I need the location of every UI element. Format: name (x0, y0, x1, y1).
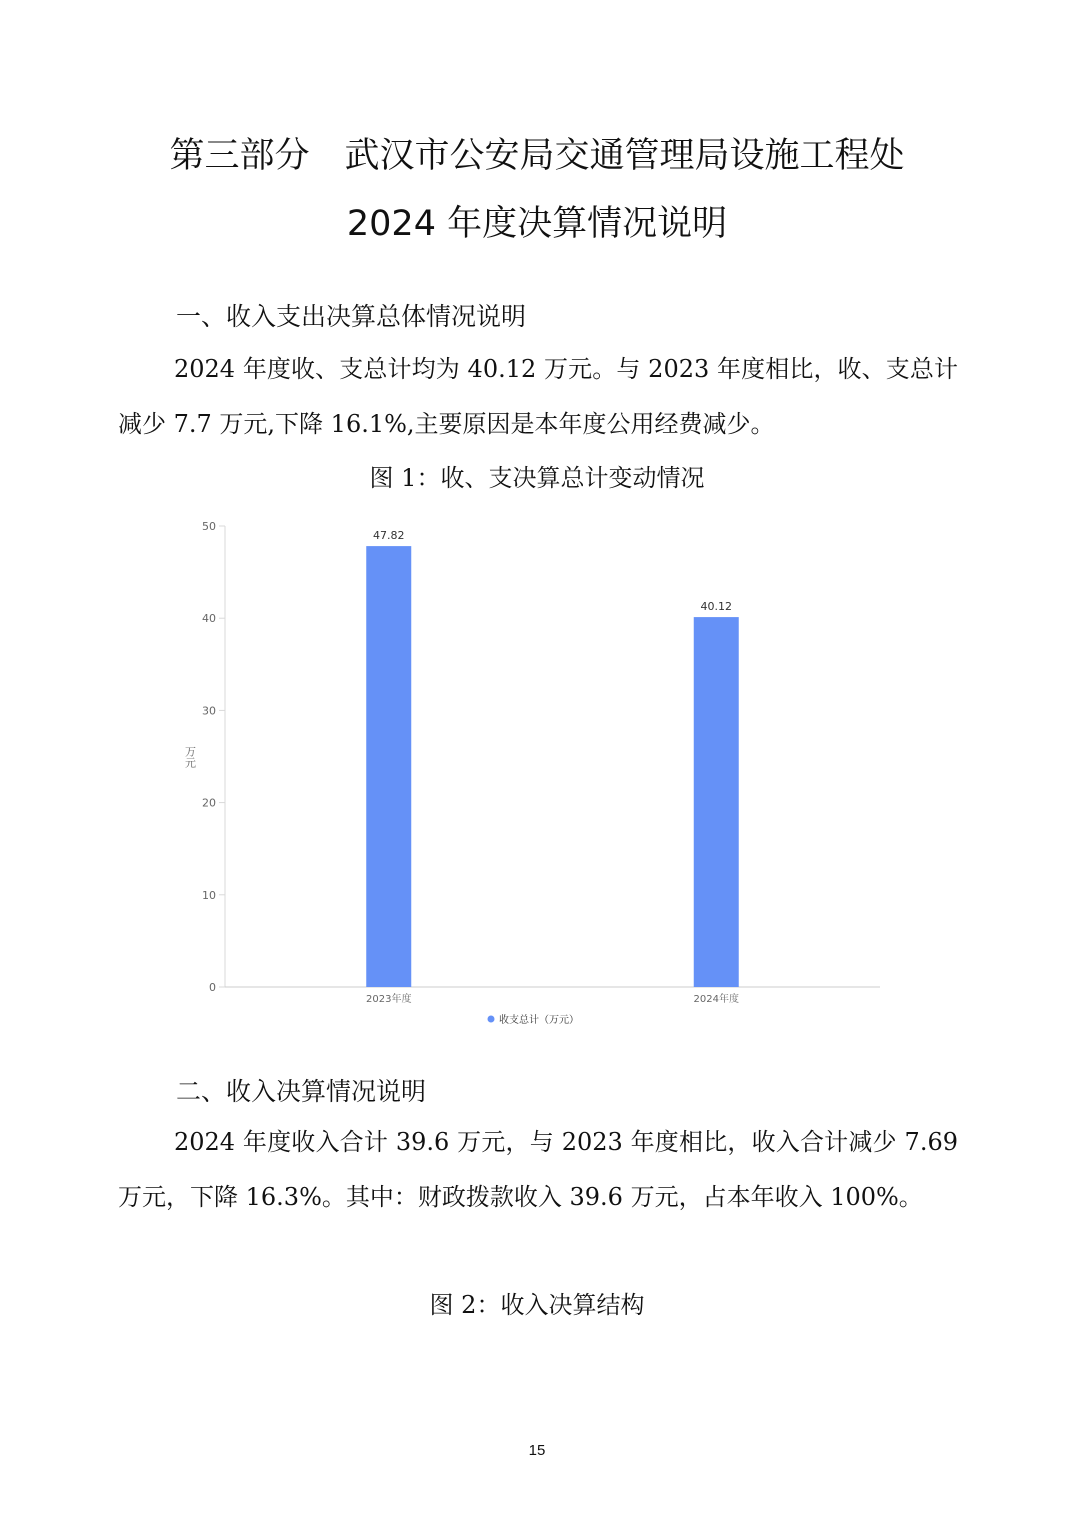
bar-2 (694, 617, 739, 987)
section2-paragraph-text: 2024 年度收入合计 39.6 万元，与 2023 年度相比，收入合计减少 7.69 万元，下降 16.3%。其中：财政拨款收入 39.6 万元，占本年收入 100%。 (118, 1128, 958, 1211)
figure2-caption: 图 2：收入决算结构 (429, 1291, 645, 1319)
bar-1 (366, 546, 411, 987)
x-tick-label: 2024年度 (693, 994, 739, 1005)
page-title-line1: 第三部分 武汉市公安局交通管理局设施工程处 (169, 136, 905, 176)
chart-grid (219, 526, 880, 987)
legend-label: 收支总计（万元） (499, 1015, 579, 1026)
figure1-bar-chart (170, 510, 890, 1040)
legend-marker (488, 1016, 495, 1023)
figure1-caption: 图 1：收、支决算总计变动情况 (369, 464, 705, 492)
y-tick-label: 10 (202, 888, 216, 902)
bar-data-label: 47.82 (373, 529, 405, 543)
y-tick-label: 30 (202, 704, 216, 718)
page-title-line2: 2024 年度决算情况说明 (346, 204, 728, 244)
section2-paragraph (118, 1115, 958, 1225)
chart-data-labels (373, 529, 732, 613)
y-tick-label: 20 (202, 796, 216, 810)
chart-bars (366, 546, 739, 987)
chart-y-axis-label: 万元 (183, 746, 197, 768)
page-number: 15 (528, 1442, 546, 1459)
chart-legend (488, 1013, 580, 1026)
section1-heading: 一、收入支出决算总体情况说明 (176, 302, 527, 331)
y-tick-label: 0 (209, 981, 216, 994)
bar-data-label: 40.12 (700, 600, 732, 614)
x-tick-label: 2023年度 (366, 994, 412, 1005)
section2-heading: 二、收入决算情况说明 (176, 1077, 427, 1106)
chart-x-labels (366, 992, 739, 1005)
y-tick-label: 40 (202, 612, 216, 626)
y-tick-label: 50 (202, 520, 216, 533)
section1-paragraph-text: 2024 年度收、支总计均为 40.12 万元。与 2023 年度相比，收、支总计减少 7.7 万元,下降 16.1%,主要原因是本年度公用经费减少。 (118, 355, 958, 438)
chart-y-ticks (202, 520, 216, 994)
section1-paragraph (118, 342, 958, 452)
